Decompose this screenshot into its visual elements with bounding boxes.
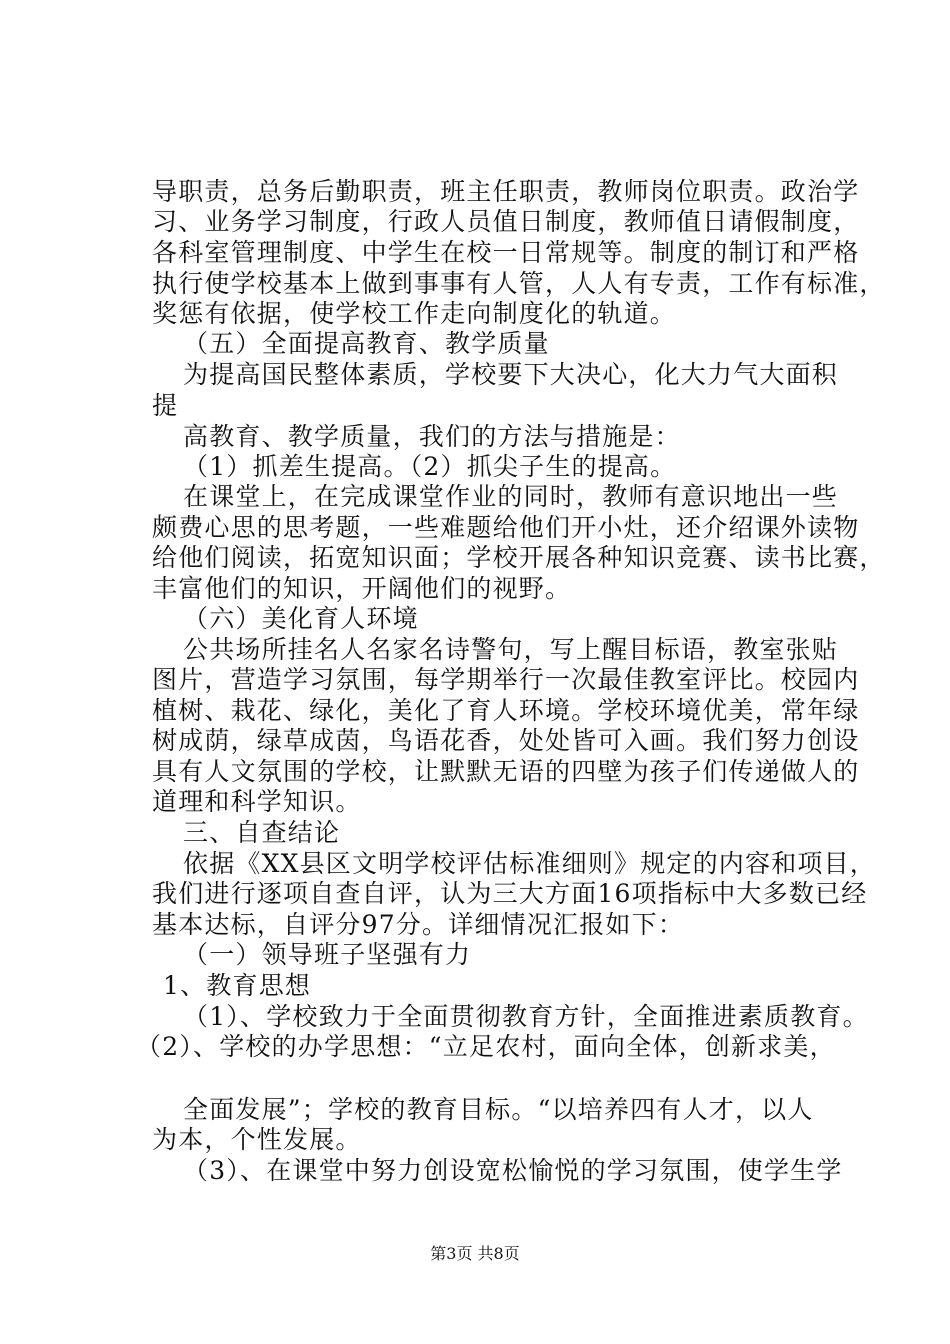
- text-line: 奖惩有依据，使学校工作走向制度化的轨道。: [152, 299, 677, 328]
- text-line: 为提高国民整体素质，学校要下大决心，化大力气大面积: [183, 360, 839, 389]
- text-line: 给他们阅读，拓宽知识面；学校开展各种知识竞赛、读书比赛，: [152, 543, 886, 572]
- text-line: 提: [152, 391, 179, 420]
- text-line: 图片，营造学习氛围，每学期举行一次最佳教室评比。校园内: [152, 665, 860, 694]
- text-line: 依据《XX县区文明学校评估标准细则》规定的内容和项目，: [183, 849, 876, 878]
- section-heading: （一）领导班子坚强有力: [183, 940, 472, 969]
- text-line: 基本达标，自评分97分。详细情况汇报如下：: [152, 910, 685, 939]
- section-heading: 1、教育思想: [163, 971, 312, 1000]
- section-heading: （五）全面提高教育、教学质量: [183, 329, 550, 358]
- text-line: （1）抓差生提高。（2）抓尖子生的提高。: [183, 452, 677, 481]
- text-line: 公共场所挂名人名家名诗警句，写上醒目标语，教室张贴: [183, 635, 839, 664]
- text-line: 导职责，总务后勤职责，班主任职责，教师岗位职责。政治学: [152, 177, 860, 206]
- text-line: （2）、学校的办学思想：“立足农村，面向全体，创新求美，: [136, 1032, 836, 1061]
- section-heading: 三、自查结论: [183, 818, 341, 847]
- text-line: 为本，个性发展。: [152, 1125, 362, 1154]
- page-number-footer: 第3页 共8页: [430, 1244, 520, 1263]
- text-line: 颇费心思的思考题，一些难题给他们开小灶，还介绍课外读物: [152, 513, 860, 542]
- text-line: 全面发展”；学校的教育目标。“以培养四有人才，以人: [183, 1095, 814, 1124]
- text-line: （1）、学校致力于全面贯彻教育方针，全面推进素质教育。: [183, 1002, 869, 1031]
- text-line: 丰富他们的知识，开阔他们的视野。: [152, 574, 572, 603]
- section-heading: （六）美化育人环境: [183, 604, 419, 633]
- text-line: 道理和科学知识。: [152, 787, 362, 816]
- text-line: （3）、在课堂中努力创设宽松愉悦的学习氛围，使学生学: [183, 1156, 843, 1185]
- text-line: 具有人文氛围的学校，让默默无语的四壁为孩子们传递做人的: [152, 757, 860, 786]
- text-line: 执行使学校基本上做到事事有人管，人人有专责，工作有标准，: [152, 269, 886, 298]
- text-line: 树成荫，绿草成茵，鸟语花香，处处皆可入画。我们努力创设: [152, 726, 860, 755]
- text-line: 在课堂上，在完成课堂作业的同时，教师有意识地出一些: [183, 482, 839, 511]
- text-line: 高教育、教学质量，我们的方法与措施是：: [183, 422, 681, 451]
- text-line: 习、业务学习制度，行政人员值日制度，教师值日请假制度，: [152, 207, 860, 236]
- text-line: 植树、栽花、绿化，美化了育人环境。学校环境优美，常年绿: [152, 696, 860, 725]
- text-line: 各科室管理制度、中学生在校一日常规等。制度的制订和严格: [152, 238, 860, 267]
- text-line: 我们进行逐项自查自评，认为三大方面16项指标中大多数已经: [152, 879, 868, 908]
